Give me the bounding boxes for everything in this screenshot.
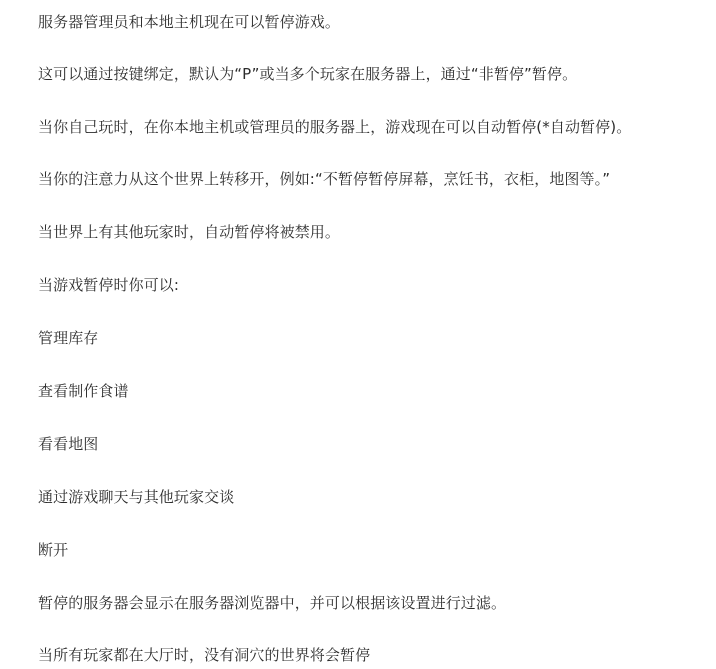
paragraph-server-browser: 暂停的服务器会显示在服务器浏览器中，并可以根据该设置进行过滤。 bbox=[38, 594, 507, 612]
paragraph-pause-intro: 服务器管理员和本地主机现在可以暂停游戏。 bbox=[38, 13, 341, 31]
list-item-inventory: 管理库存 bbox=[38, 329, 99, 347]
paragraph-lobby-pause: 当所有玩家都在大厅时，没有洞穴的世界将会暂停 bbox=[38, 646, 371, 664]
paragraph-auto-pause: 当你自己玩时，在你本地主机或管理员的服务器上，游戏现在可以自动暂停(*自动暂停)。 bbox=[38, 118, 632, 136]
paragraph-focus-away: 当你的注意力从这个世界上转移开，例如:“不暂停暂停屏幕，烹饪书，衣柜，地图等。” bbox=[38, 170, 611, 188]
list-item-map: 看看地图 bbox=[38, 435, 99, 453]
list-item-disconnect: 断开 bbox=[38, 541, 69, 559]
paragraph-keybind: 这可以通过按键绑定，默认为“P”或当多个玩家在服务器上，通过“非暂停”暂停。 bbox=[38, 65, 578, 83]
paragraph-while-paused: 当游戏暂停时你可以: bbox=[38, 276, 180, 294]
paragraph-auto-pause-disabled: 当世界上有其他玩家时，自动暂停将被禁用。 bbox=[38, 223, 341, 241]
list-item-recipes: 查看制作食谱 bbox=[38, 382, 129, 400]
list-item-chat: 通过游戏聊天与其他玩家交谈 bbox=[38, 488, 235, 506]
